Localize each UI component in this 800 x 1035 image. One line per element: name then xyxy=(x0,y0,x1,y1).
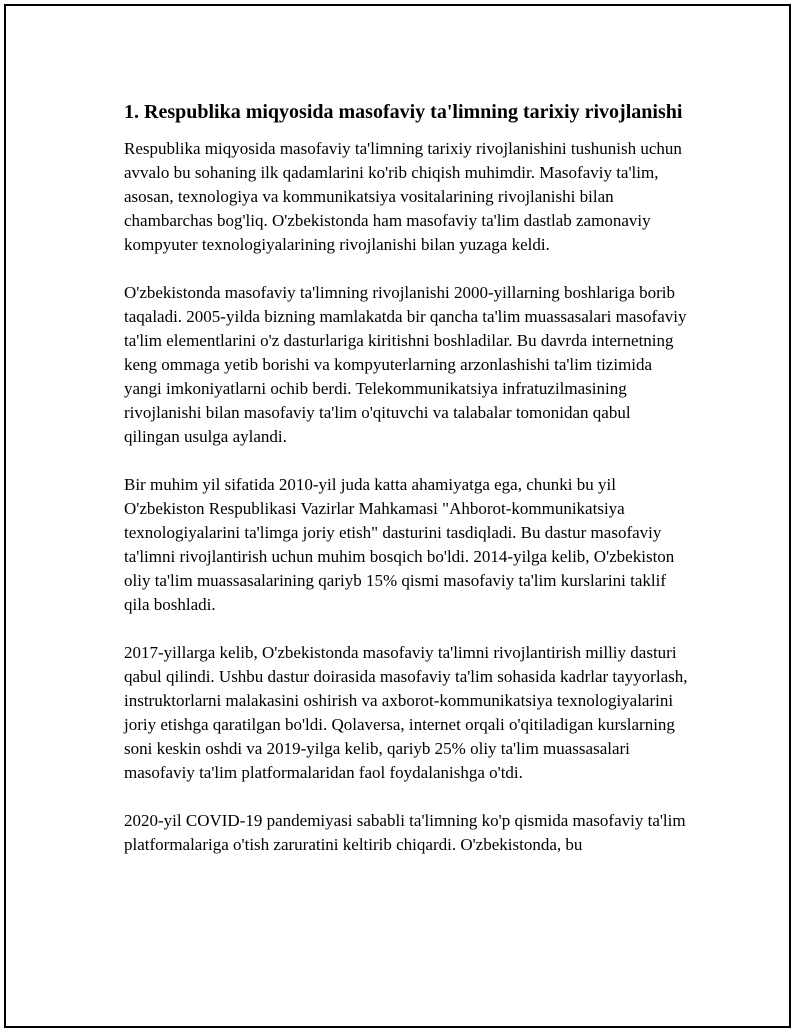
page-frame xyxy=(4,4,791,1028)
paragraph-2: O'zbekistonda masofaviy ta'limning rivojlanishi 2000-yillarning boshlariga borib taqaladi. 2005-yilda bizning mamlakatda bir qancha ta'lim muassasalari masofaviy ta'lim elementlarini o'z dasturlariga kiritishni boshladilar. Bu davrda internetning keng ommaga yetib borishi va kompyuterlarning arzonlashishi ta'lim tizimida yangi imkoniyatlarni ochib berdi. Telekommunikatsiya infratuzilmasining rivojlanishi bilan masofaviy ta'lim o'qituvchi va talabalar tomonidan qabul qilingan usulga aylandi. xyxy=(124,283,687,446)
paragraph-4: 2017-yillarga kelib, O'zbekistonda masofaviy ta'limni rivojlantirish milliy dasturi qabul qilindi. Ushbu dastur doirasida masofaviy ta'lim sohasida kadrlar tayyorlash, instruktorlarni malakasini oshirish va axborot-kommunikatsiya texnologiyalarini joriy etishga qaratilgan bo'ldi. Qolaversa, internet orqali o'qitiladigan kurslarning soni keskin oshdi va 2019-yilga kelib, qariyb 25% oliy ta'lim muassasalari masofaviy ta'lim platformalaridan faol foydalanishga o'tdi. xyxy=(124,643,688,782)
section-heading: 1. Respublika miqyosida masofaviy ta'limning tarixiy rivojlanishi xyxy=(124,101,683,123)
paragraph-3: Bir muhim yil sifatida 2010-yil juda katta ahamiyatga ega, chunki bu yil O'zbekiston Respublikasi Vazirlar Mahkamasi "Ahborot-kommunikatsiya texnologiyalarini ta'limga joriy etish" dasturini tasdiqladi. Bu dastur masofaviy ta'limni rivojlantirish uchun muhim bosqich bo'ldi. 2014-yilga kelib, O'zbekiston oliy ta'lim muassasalarining qariyb 15% qismi masofaviy ta'lim kurslarini taklif qila boshladi. xyxy=(124,475,675,614)
paragraph-5: 2020-yil COVID-19 pandemiyasi sababli ta'limning ko'p qismida masofaviy ta'lim platformalariga o'tish zaruratini keltirib chiqardi. O'zbekistonda, bu xyxy=(124,811,686,854)
paragraph-1: Respublika miqyosida masofaviy ta'limning tarixiy rivojlanishini tushunish uchun avvalo bu sohaning ilk qadamlarini ko'rib chiqish muhimdir. Masofaviy ta'lim, asosan, texnologiya va kommunikatsiya vositalarining rivojlanishi bilan chambarchas bog'liq. O'zbekistonda ham masofaviy ta'lim dastlab zamonaviy kompyuter texnologiyalarining rivojlanishi bilan yuzaga keldi. xyxy=(124,139,682,254)
document-body xyxy=(124,99,689,881)
